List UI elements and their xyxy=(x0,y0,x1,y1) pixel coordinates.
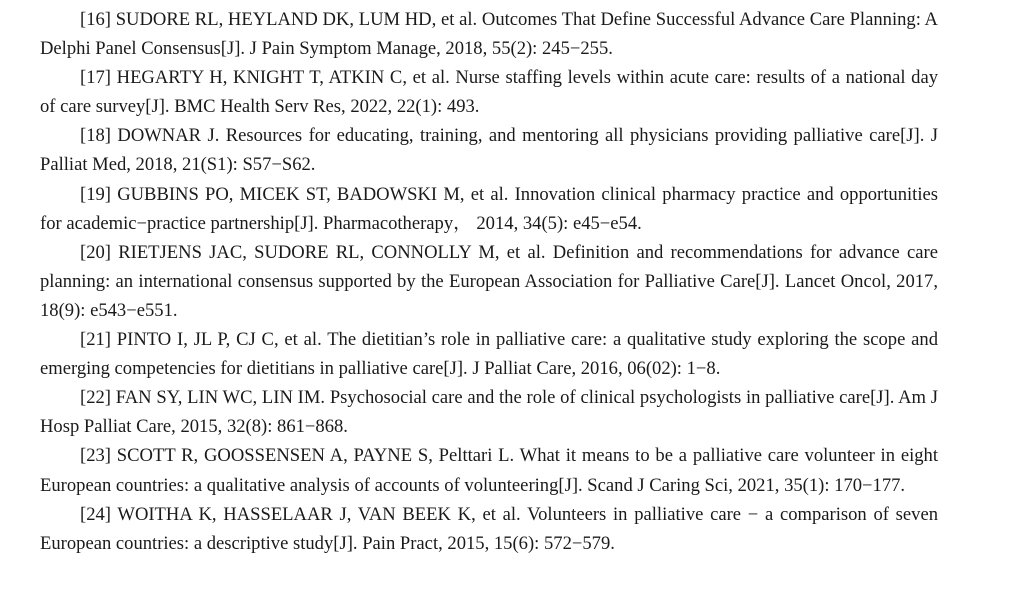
reference-number: [19] xyxy=(80,183,111,205)
reference-16 xyxy=(40,5,938,63)
reference-20 xyxy=(40,238,938,325)
reference-text: SCOTT R, GOOSSENSEN A, PAYNE S, Pelttari L. What it means to be a palliative care volunteer in eight European countries: a qualitative analysis of accounts of volunteering[J]. Scand J Caring Sci, 2021, 35(1): 170−177. xyxy=(40,445,939,496)
reference-19 xyxy=(40,180,938,238)
reference-24 xyxy=(40,500,938,558)
reference-number: [21] xyxy=(80,329,111,351)
reference-number: [23] xyxy=(80,445,111,467)
reference-number: [16] xyxy=(80,9,111,30)
reference-text: GUBBINS PO, MICEK ST, BADOWSKI M, et al. Innovation clinical pharmacy practice and opportunities for academic−practice partnership[J]. Pharmacotherapy， 2014, 34(5): e45−e54. xyxy=(40,183,938,234)
reference-number: [18] xyxy=(80,125,111,147)
reference-text: HEGARTY H, KNIGHT T, ATKIN C, et al. Nurse staffing levels within acute care: results of a national day of care survey[J]. BMC Health Serv Res, 2022, 22(1): 493. xyxy=(40,67,938,118)
reference-number: [17] xyxy=(80,67,111,89)
reference-text: WOITHA K, HASSELAAR J, VAN BEEK K, et al. Volunteers in palliative care − a comparison of seven European countries: a descriptive study[J]. Pain Pract, 2015, 15(6): 572−579. xyxy=(40,503,938,554)
reference-text: FAN SY, LIN WC, LIN IM. Psychosocial care and the role of clinical psychologists in palliative care[J]. Am J Hosp Palliat Care, 2015, 32(8): 861−868. xyxy=(40,387,938,438)
reference-text: SUDORE RL, HEYLAND DK, LUM HD, et al. Outcomes That Define Successful Advance Care Planning: A Delphi Panel Consensus[J]. J Pain Symptom Manage, 2018, 55(2): 245−255. xyxy=(40,9,938,60)
reference-21 xyxy=(40,325,938,383)
reference-number: [20] xyxy=(80,241,111,263)
reference-list xyxy=(40,5,938,558)
reference-text: RIETJENS JAC, SUDORE RL, CONNOLLY M, et al. Definition and recommendations for advance care planning: an international consensus supported by the European Association for Palliative Care[J]. Lancet Oncol, 2017, 18(9): e543−e551. xyxy=(40,241,938,321)
reference-17 xyxy=(40,63,938,121)
reference-22 xyxy=(40,383,938,441)
reference-18 xyxy=(40,121,938,179)
reference-text: DOWNAR J. Resources for educating, training, and mentoring all physicians providing palliative care[J]. J Palliat Med, 2018, 21(S1): S57−S62. xyxy=(40,125,938,176)
reference-number: [22] xyxy=(80,387,111,409)
reference-text: PINTO I, JL P, CJ C, et al. The dietitian’s role in palliative care: a qualitative study exploring the scope and emerging competencies for dietitians in palliative care[J]. J Palliat Care, 2016, 06(02): 1−8. xyxy=(40,329,938,380)
reference-23 xyxy=(40,441,938,499)
reference-number: [24] xyxy=(80,503,111,525)
